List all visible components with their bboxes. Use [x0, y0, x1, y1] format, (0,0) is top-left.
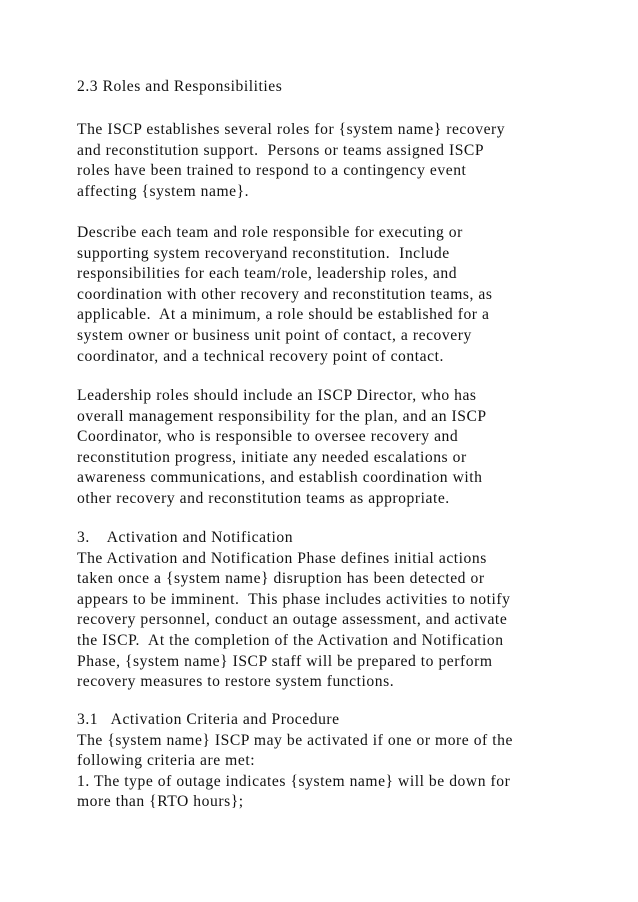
- text-line: recovery personnel, conduct an outage assessment, and activate: [77, 611, 508, 629]
- text-line: awareness communications, and establish coordination with: [77, 469, 483, 487]
- paragraph-leadership-roles: [77, 386, 617, 510]
- text-line: following criteria are met:: [77, 752, 256, 770]
- section-activation: [77, 528, 617, 693]
- section-heading-criteria: 3.1 Activation Criteria and Procedure: [77, 711, 340, 728]
- text-line: applicable. At a minimum, a role should be established for a: [77, 306, 490, 324]
- text-line: the ISCP. At the completion of the Activation and Notification: [77, 631, 504, 649]
- text-line: recovery measures to restore system functions.: [77, 673, 395, 691]
- text-line: The Activation and Notification Phase defines initial actions: [77, 549, 487, 567]
- text-line: taken once a {system name} disruption has been detected or: [77, 570, 485, 588]
- text-line: Leadership roles should include an ISCP Director, who has: [77, 387, 477, 404]
- text-line: 1. The type of outage indicates {system name} will be down for: [77, 772, 511, 790]
- heading-line: 2.3 Roles and Responsibilities: [77, 78, 283, 95]
- text-line: The ISCP establishes several roles for {system name} recovery: [77, 121, 506, 138]
- text-line: and reconstitution support. Persons or teams assigned ISCP: [77, 141, 485, 159]
- text-line: affecting {system name}.: [77, 182, 250, 200]
- text-line: coordination with other recovery and reconstitution teams, as: [77, 285, 493, 303]
- paragraph-team-roles: [77, 223, 617, 367]
- text-line: coordinator, and a technical recovery point of contact.: [77, 347, 444, 365]
- section-heading-roles: [77, 77, 617, 98]
- text-line: The {system name} ISCP may be activated if one or more of the: [77, 731, 513, 749]
- text-line: Describe each team and role responsible for executing or: [77, 224, 463, 241]
- text-line: supporting system recoveryand reconstitution. Include: [77, 244, 450, 262]
- text-line: overall management responsibility for the plan, and an ISCP: [77, 407, 487, 425]
- text-line: more than {RTO hours};: [77, 793, 244, 811]
- text-line: roles have been trained to respond to a contingency event: [77, 162, 467, 180]
- text-line: appears to be imminent. This phase includes activities to notify: [77, 590, 511, 608]
- paragraph-iscp-roles: [77, 120, 617, 202]
- text-line: system owner or business unit point of contact, a recovery: [77, 326, 472, 344]
- text-line: responsibilities for each team/role, leadership roles, and: [77, 265, 458, 283]
- text-line: reconstitution progress, initiate any needed escalations or: [77, 448, 467, 466]
- section-activation-criteria: [77, 710, 617, 813]
- text-line: Phase, {system name} ISCP staff will be prepared to perform: [77, 652, 493, 670]
- text-line: other recovery and reconstitution teams as appropriate.: [77, 489, 450, 507]
- text-line: Coordinator, who is responsible to oversee recovery and: [77, 428, 459, 446]
- section-heading-activation: 3. Activation and Notification: [77, 529, 294, 546]
